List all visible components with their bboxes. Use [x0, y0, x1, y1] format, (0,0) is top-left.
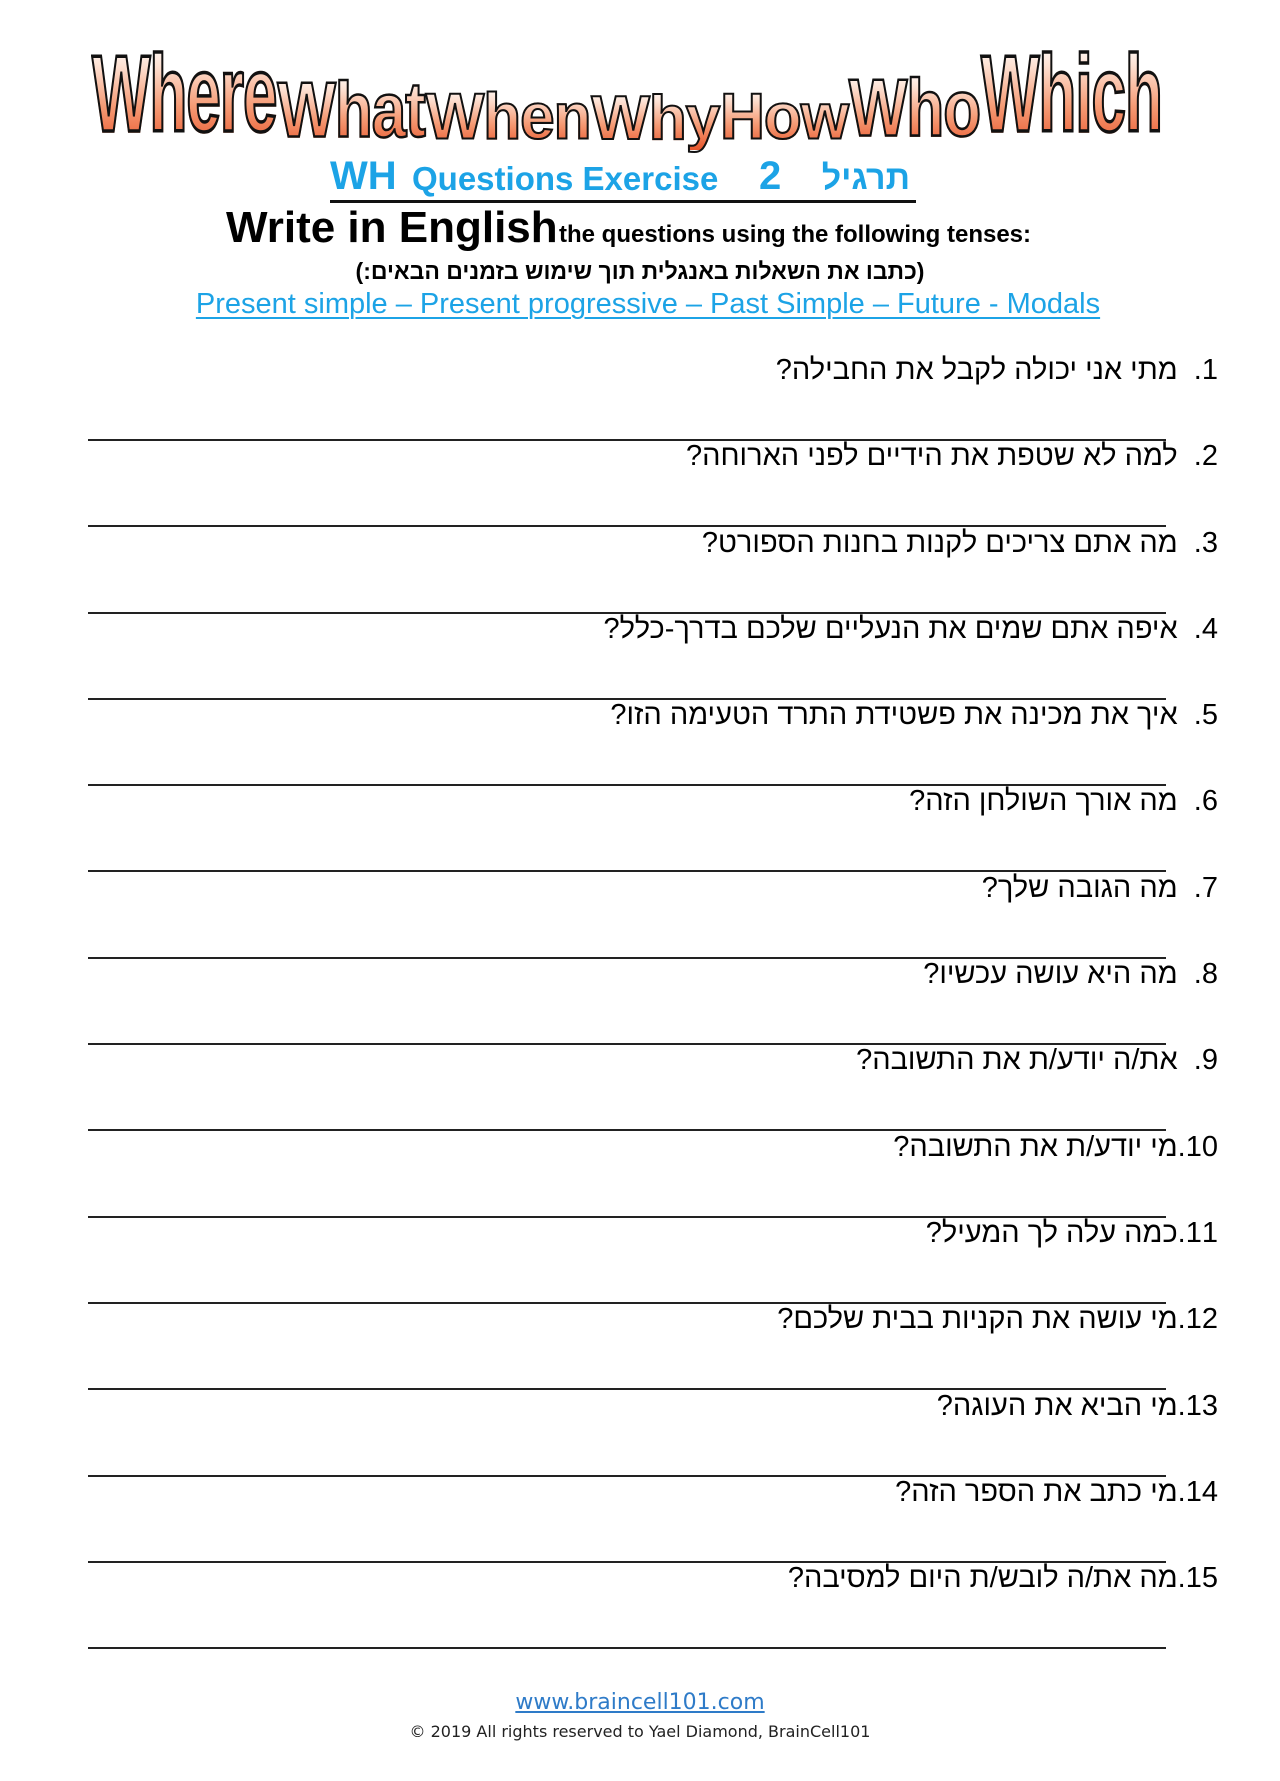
hebrew-instruction: (כתבו את השאלות באנגלית תוך שימוש בזמנים הבאים:) — [355, 258, 925, 284]
tenses-list — [178, 288, 1118, 321]
question-number: 7. — [1193, 871, 1218, 904]
banner-word-which: Which — [980, 34, 1162, 156]
question-item — [88, 1042, 1218, 1128]
instruction — [226, 203, 1126, 255]
question-number: 14. — [1177, 1475, 1218, 1508]
instruction-detail: the questions using the following tenses: — [559, 221, 1032, 248]
question-number: 3. — [1193, 526, 1218, 559]
question-number: 1. — [1193, 354, 1218, 386]
question-hebrew: מה הגובה שלך? — [981, 871, 1178, 904]
question-text — [909, 783, 1218, 819]
question-hebrew: מה אורך השולחן הזה? — [909, 785, 1178, 818]
banner-word-how: How — [720, 80, 848, 154]
question-text — [895, 1474, 1218, 1510]
question-text — [777, 1301, 1218, 1337]
answer-line[interactable] — [88, 1647, 1166, 1649]
question-number: 12. — [1177, 1303, 1218, 1336]
question-hebrew: כמה עלה לך המעיל? — [925, 1216, 1178, 1249]
question-item — [88, 956, 1218, 1042]
question-hebrew: מה היא עושה עכשיו? — [923, 958, 1178, 991]
question-item — [88, 1560, 1218, 1646]
question-text — [923, 956, 1218, 992]
question-text — [937, 1388, 1218, 1424]
question-text — [893, 1129, 1218, 1165]
exercise-title — [330, 150, 916, 203]
question-number: 10. — [1177, 1130, 1218, 1163]
banner-word-when: When — [425, 80, 591, 154]
question-hebrew: את/ה יודע/ת את התשובה? — [856, 1044, 1178, 1077]
title-exercise-number: 2 — [759, 154, 782, 198]
question-number: 13. — [1177, 1389, 1218, 1422]
question-item — [88, 525, 1218, 611]
question-text — [926, 1215, 1218, 1251]
instruction-write-in-english: Write in English — [226, 203, 558, 252]
banner-word-who: Who — [848, 64, 981, 154]
question-hebrew: מי כתב את הספר הזה? — [895, 1475, 1178, 1508]
title-hebrew-exercise: תרגיל — [821, 159, 910, 197]
question-text — [982, 870, 1218, 906]
question-hebrew: מי עושה את הקניות בבית שלכם? — [777, 1303, 1178, 1336]
question-number: 15. — [1177, 1562, 1218, 1595]
questions-list — [88, 352, 1218, 1646]
question-item — [88, 783, 1218, 869]
copyright-notice: © 2019 All rights reserved to Yael Diamond, BrainCell101 — [409, 1722, 871, 1741]
question-item — [88, 1215, 1218, 1301]
question-item — [88, 697, 1218, 783]
question-hebrew: איפה אתם שמים את הנעליים שלכם בדרך-כלל? — [603, 612, 1178, 645]
question-item — [88, 611, 1218, 697]
question-item — [88, 1474, 1218, 1560]
question-number: 8. — [1193, 958, 1218, 991]
question-number: 4. — [1193, 612, 1218, 645]
question-number: 6. — [1193, 785, 1218, 818]
question-text — [610, 697, 1218, 733]
question-hebrew: מי יודע/ת את התשובה? — [893, 1130, 1178, 1163]
title-wh: WH — [330, 154, 397, 198]
banner-word-where: Where — [92, 34, 277, 156]
title-questions-exercise: Questions Exercise — [412, 160, 719, 197]
question-hebrew: מה את/ה לובש/ת היום למסיבה? — [787, 1562, 1178, 1595]
banner-word-what: What — [277, 67, 425, 154]
question-text — [702, 525, 1218, 561]
question-item — [88, 1301, 1218, 1387]
question-hebrew: מה אתם צריכים לקנות בחנות הספורט? — [701, 526, 1178, 559]
tenses-text: Present simple – Present progressive – Past Simple – Future - Modals — [195, 288, 1101, 320]
question-text — [788, 1560, 1218, 1596]
question-item — [88, 352, 1218, 438]
question-item — [88, 1129, 1218, 1215]
question-number: 11. — [1177, 1216, 1218, 1249]
question-text — [686, 438, 1218, 474]
question-item — [88, 438, 1218, 524]
question-text — [856, 1042, 1218, 1078]
banner-word-why: Why — [591, 84, 720, 153]
question-hebrew: מי הביא את העוגה? — [936, 1389, 1178, 1422]
question-hebrew: איך את מכינה את פשטידת התרד הטעימה הזו? — [610, 699, 1178, 732]
website-link[interactable]: www.braincell101.com — [515, 1690, 765, 1715]
question-number: 9. — [1193, 1044, 1218, 1077]
wh-words-banner — [92, 22, 1162, 156]
question-text — [603, 611, 1218, 647]
question-number: 5. — [1193, 699, 1218, 732]
question-number: 2. — [1193, 440, 1218, 473]
question-hebrew: למה לא שטפת את הידיים לפני הארוחה? — [685, 440, 1178, 473]
question-hebrew: מתי אני יכולה לקבל את החבילה? — [775, 354, 1178, 386]
question-item — [88, 870, 1218, 956]
question-item — [88, 1388, 1218, 1474]
question-text — [776, 352, 1218, 388]
